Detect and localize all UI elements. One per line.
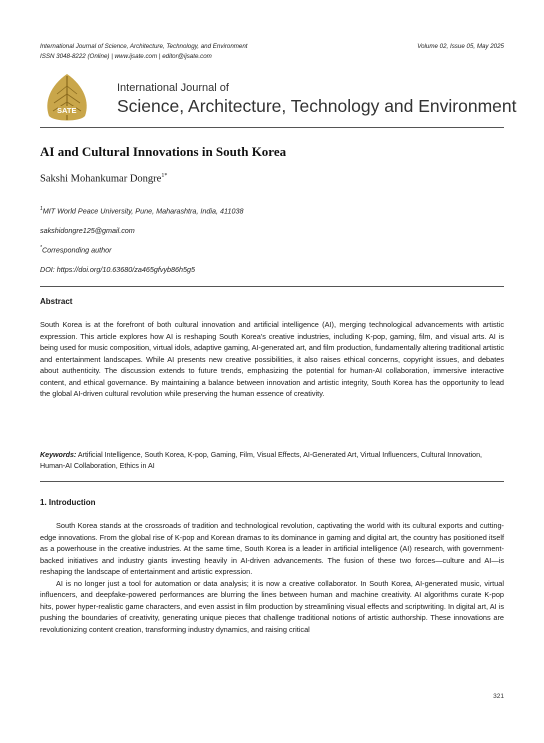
intro-heading: 1. Introduction	[40, 498, 96, 507]
intro-paragraph-2: AI is no longer just a tool for automation or data analysis; it is now a creative collaborator. In South Korea, AI-generated music, virtual influencers, and deepfake-powered performances are blurring the lines between human and machine creativity. AI algorithms curate K-pop hits, power hyper-realistic game characters, and even assist in film production by streamlining visual effects and scriptwriting. In digital art, AI is pushing the boundaries of creativity, generating unique pieces that challenge traditional notions of artistic authorship. These innovations are revolutionizing content creation, transforming industry dynamics, and raising critical	[40, 578, 504, 634]
author	[40, 173, 167, 185]
article-title: AI and Cultural Innovations in South Korea	[40, 144, 287, 159]
banner-line1: International Journal of	[117, 82, 229, 94]
volume-line: Volume 02, Issue 05, May 2025	[417, 43, 504, 50]
intro-body	[40, 520, 504, 635]
page-number: 321	[493, 693, 504, 700]
author-name: Sakshi Mohankumar Dongre	[40, 173, 162, 185]
keywords-list: Artificial Intelligence, South Korea, K-pop, Gaming, Film, Visual Effects, AI-Generated Art, Virtual Influencers, Cultural Innovation, Human-AI Collaboration, Ethics in AI	[40, 451, 483, 471]
affiliation-text: MIT World Peace University, Pune, Maharashtra, India, 411038	[42, 206, 244, 216]
banner-line2: Science, Architecture, Technology and Environment	[117, 96, 517, 116]
corresponding-note	[40, 245, 111, 254]
journal-line: International Journal of Science, Architecture, Technology, and Environment	[40, 43, 248, 50]
keywords	[40, 450, 504, 472]
keywords-label: Keywords:	[40, 451, 77, 459]
author-sup: 1*	[161, 173, 168, 179]
abstract-heading: Abstract	[40, 297, 73, 306]
corr-sup: *	[40, 245, 42, 251]
abstract-text: South Korea is at the forefront of both cultural innovation and artificial intelligence (AI), merging technological advancements with artistic expression. This article explores how AI is reshaping South Korea's creative industries, including K-pop, gaming, film, and visual arts. AI is being used for music composition, virtual idols, adaptive gaming, AI-generated art, and film production, fundamentally altering traditional artistic and entertainment landscapes. While AI presents new creative possibilities, it also raises ethical concerns, copyright issues, and debates about authenticity. The discussion extends to future trends, emphasizing the potential for human-AI collaboration, immersive interactive content, and ethical governance. By maintaining a balance between innovation and artistic integrity, South Korea has the opportunity to lead the global AI-driven cultural revolution while preserving the human essence of creativity.	[40, 320, 504, 398]
abstract-bottom-rule	[40, 481, 504, 482]
doi[interactable]: DOI: https://doi.org/10.63680/za465gfvyb86h5g5	[40, 265, 196, 274]
affiliation	[40, 206, 243, 215]
logo-text: SATE	[57, 106, 77, 115]
intro-paragraph-1: South Korea stands at the crossroads of tradition and technological revolution, captivating the world with its cultural exports and cutting-edge innovations. From the global rise of K-pop and Korean dramas to its dominance in gaming and digital art, the country has positioned itself as a powerhouse in the creative industries. At the same time, South Korea is a leader in artificial intelligence (AI) research, with government-backed initiatives and industry giants investing heavily in AI-driven advancements. The fusion of these two forces—culture and AI—is reshaping the landscape of entertainment and artistic expression.	[40, 521, 504, 576]
banner-rule	[40, 127, 504, 128]
abstract-top-rule	[40, 286, 504, 287]
author-email[interactable]: sakshidongre125@gmail.com	[40, 226, 135, 235]
leaf-logo-icon	[40, 72, 94, 124]
affiliation-sup: 1	[40, 206, 43, 212]
issn-line: ISSN 3048-8222 (Online) | www.ijsate.com | editor@ijsate.com	[40, 53, 212, 60]
journal-logo	[40, 72, 94, 124]
corresponding-text: Corresponding author	[41, 245, 112, 255]
